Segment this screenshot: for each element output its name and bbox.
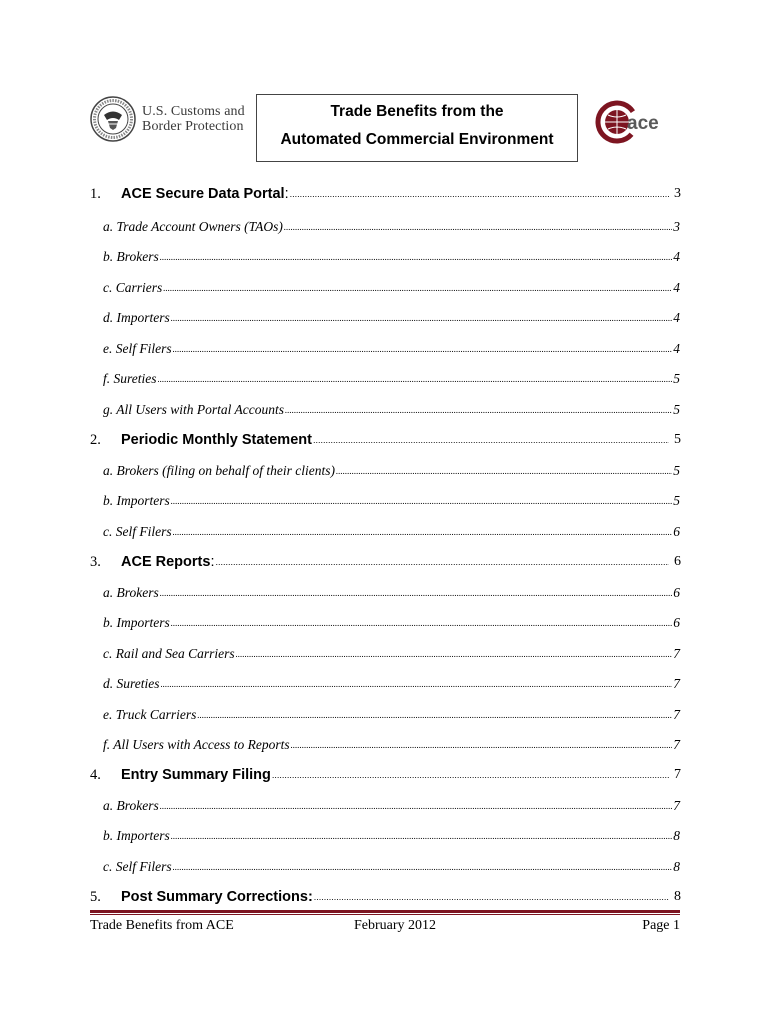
page-footer (90, 918, 680, 938)
toc-page-number: 7 (673, 676, 680, 691)
toc-page-number: 5 (673, 371, 680, 386)
toc-subentry-title: b. Importers (103, 615, 170, 630)
dot-leader (313, 435, 669, 445)
toc-subentry[interactable] (0, 676, 770, 696)
toc-page-number: 5 (673, 493, 680, 508)
toc-page-number: 6 (673, 615, 680, 630)
toc-subentry-title: e. Self Filers (103, 341, 172, 356)
toc-page-number: 8 (673, 859, 680, 874)
toc-entry-label (103, 676, 680, 692)
toc-subentry[interactable] (0, 310, 770, 330)
dot-leader (171, 831, 673, 841)
toc-entry-label (103, 615, 680, 631)
toc-section[interactable] (0, 767, 770, 787)
title-line-1: Trade Benefits from the (330, 103, 504, 120)
toc-subentry-title: d. Sureties (103, 676, 160, 691)
footer-rule-thin (90, 914, 680, 915)
toc-entry-label (121, 554, 681, 570)
toc-page-number: 6 (673, 585, 680, 600)
toc-subentry-title: c. Rail and Sea Carriers (103, 646, 235, 661)
toc-page-number: 6 (673, 524, 680, 539)
toc-subentry[interactable] (0, 615, 770, 635)
toc-page-number: 5 (673, 463, 680, 478)
dot-leader (163, 283, 672, 293)
toc-subentry[interactable] (0, 371, 770, 391)
toc-section-title: Periodic Monthly Statement (121, 432, 312, 448)
toc-section-title: Entry Summary Filing (121, 767, 271, 783)
toc-page-number: 7 (674, 767, 681, 782)
toc-subentry-title: d. Importers (103, 310, 170, 325)
toc-page-number: 5 (674, 432, 681, 447)
toc-subentry[interactable] (0, 249, 770, 269)
toc-subentry-title: f. Sureties (103, 371, 157, 386)
dot-leader (285, 405, 672, 415)
toc-subentry-title: c. Self Filers (103, 524, 172, 539)
agency-name (142, 104, 245, 134)
toc-subentry-title: e. Truck Carriers (103, 707, 197, 722)
toc-section-title: Post Summary Corrections: (121, 889, 313, 905)
toc-entry-label (103, 585, 680, 601)
dot-leader (236, 649, 673, 659)
dot-leader (284, 222, 672, 232)
toc-section-suffix: : (284, 186, 289, 202)
dot-leader (173, 862, 673, 872)
dot-leader (171, 496, 673, 506)
toc-section-number: 1. (90, 186, 101, 202)
toc-section[interactable] (0, 432, 770, 452)
toc-subentry[interactable] (0, 859, 770, 879)
toc-entry-label (121, 767, 681, 783)
toc-subentry-title: a. Brokers (103, 585, 159, 600)
toc-page-number: 7 (673, 707, 680, 722)
toc-section-number: 4. (90, 767, 101, 783)
document-header (0, 94, 770, 164)
toc-page-number: 8 (674, 889, 681, 904)
toc-page-number: 4 (673, 310, 680, 325)
toc-subentry-title: b. Brokers (103, 249, 159, 264)
toc-entry-label (103, 737, 680, 753)
toc-subentry[interactable] (0, 798, 770, 818)
dot-leader (160, 801, 673, 811)
toc-page-number: 4 (673, 249, 680, 264)
dot-leader (173, 527, 673, 537)
toc-page-number: 7 (673, 646, 680, 661)
dot-leader (197, 710, 672, 720)
footer-page-number: Page 1 (642, 918, 680, 933)
ace-logo (595, 98, 675, 144)
dot-leader (171, 313, 673, 323)
toc-page-number: 5 (673, 402, 680, 417)
toc-subentry-title: f. All Users with Access to Reports (103, 737, 290, 752)
toc-section-title: ACE Secure Data Portal (121, 186, 285, 202)
toc-entry-label (103, 828, 680, 844)
toc-page-number: 4 (673, 280, 680, 295)
toc-section[interactable] (0, 186, 770, 206)
toc-subentry-title: g. All Users with Portal Accounts (103, 402, 285, 417)
toc-entry-label (103, 524, 680, 540)
toc-section-number: 5. (90, 889, 101, 905)
toc-subentry-title: c. Carriers (103, 280, 163, 295)
toc-section-number: 2. (90, 432, 101, 448)
toc-page-number: 3 (674, 186, 681, 201)
dot-leader (314, 892, 669, 902)
toc-section-number: 3. (90, 554, 101, 570)
toc-entry-label (103, 646, 680, 662)
toc-page-number: 6 (674, 554, 681, 569)
footer-rule-thick (90, 910, 680, 913)
toc-entry-label (103, 493, 680, 509)
dot-leader (291, 740, 673, 750)
dot-leader (171, 618, 673, 628)
toc-entry-label (103, 402, 680, 418)
toc-subentry-title: a. Brokers (103, 798, 159, 813)
toc-subentry[interactable] (0, 646, 770, 666)
dot-leader (290, 189, 669, 199)
dot-leader (160, 252, 673, 262)
toc-subentry-title: c. Self Filers (103, 859, 172, 874)
title-box (256, 94, 578, 162)
dot-leader (158, 374, 673, 384)
toc-page-number: 7 (673, 798, 680, 813)
toc-subentry-title: a. Brokers (filing on behalf of their clients) (103, 463, 335, 478)
ace-logo-text: ace (627, 113, 659, 134)
agency-line-2: Border Protection (142, 119, 244, 134)
dot-leader (336, 466, 672, 476)
cbp-logo (90, 96, 250, 146)
toc-entry-label (103, 371, 680, 387)
dot-leader (215, 557, 669, 567)
toc-subentry[interactable] (0, 493, 770, 513)
toc-entry-label (103, 798, 680, 814)
toc-entry-label (103, 341, 680, 357)
toc-section-title: ACE Reports (121, 554, 211, 570)
toc-subentry[interactable] (0, 402, 770, 422)
toc-entry-label (121, 432, 681, 448)
toc-page-number: 3 (673, 219, 680, 234)
dhs-seal-icon (90, 96, 136, 142)
dot-leader (161, 679, 673, 689)
toc-section[interactable] (0, 554, 770, 574)
agency-line-1: U.S. Customs and (142, 104, 245, 119)
toc-entry-label (121, 889, 681, 905)
dot-leader (160, 588, 673, 598)
footer-date: February 2012 (354, 918, 437, 933)
toc-subentry[interactable] (0, 524, 770, 544)
footer-title: Trade Benefits from ACE (90, 918, 234, 933)
toc-subentry-title: a. Trade Account Owners (TAOs) (103, 219, 283, 234)
toc-subentry-title: b. Importers (103, 493, 170, 508)
toc-page-number: 8 (673, 828, 680, 843)
toc-page-number: 7 (673, 737, 680, 752)
toc-subentry[interactable] (0, 737, 770, 757)
toc-entry-label (121, 186, 681, 202)
toc-subentry[interactable] (0, 585, 770, 605)
dot-leader (173, 344, 673, 354)
toc-entry-label (103, 219, 680, 235)
toc-section-suffix: : (210, 554, 215, 570)
toc-entry-label (103, 280, 680, 296)
toc-entry-label (103, 859, 680, 875)
toc-subentry[interactable] (0, 707, 770, 727)
toc-entry-label (103, 310, 680, 326)
toc-subentry-title: b. Importers (103, 828, 170, 843)
toc-section[interactable] (0, 889, 770, 909)
toc-entry-label (103, 249, 680, 265)
title-line-2: Automated Commercial Environment (280, 131, 554, 148)
toc-subentry[interactable] (0, 463, 770, 483)
dot-leader (272, 770, 669, 780)
toc-subentry[interactable] (0, 828, 770, 848)
toc-subentry[interactable] (0, 341, 770, 361)
toc-subentry[interactable] (0, 219, 770, 239)
toc-entry-label (103, 463, 680, 479)
toc-subentry[interactable] (0, 280, 770, 300)
toc-page-number: 4 (673, 341, 680, 356)
toc-entry-label (103, 707, 680, 723)
